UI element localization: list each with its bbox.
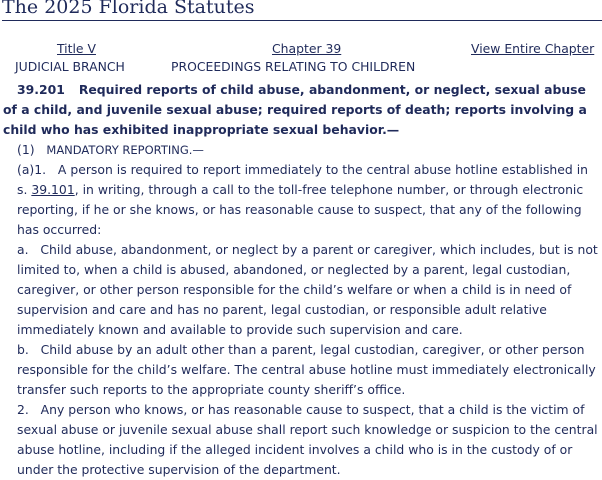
- sub-paragraph-b-text: Child abuse by an adult other than a parent, legal custodian, caregiver, or other person responsible for the child’s welfare. The central abuse hotline must immediately electronically transfer such reports to the appropriate county sheriff’s office.: [17, 342, 596, 397]
- sub-paragraph-a-text: Child abuse, abandonment, or neglect by a parent or caregiver, which includes, but is not limited to, when a child is abused, abandoned, or neglected by a parent, legal custodian, caregiver, or other person responsible for the child’s welfare or when a child is in need of supervision and care and has no parent, legal custodian, or responsible adult relative immediately known and available to provide such supervision and care.: [17, 242, 598, 337]
- chapter-name: PROCEEDINGS RELATING TO CHILDREN: [171, 59, 416, 74]
- subsection-1-label: (1): [17, 142, 35, 157]
- chapter-link[interactable]: Chapter 39: [272, 41, 342, 56]
- page-header: [2, 0, 602, 21]
- division-names: [0, 59, 602, 75]
- subparagraph-2-label: 2.: [17, 402, 29, 417]
- page-title: The 2025 Florida Statutes: [2, 0, 255, 18]
- statute-content: [3, 80, 601, 480]
- section-catchline: Required reports of child abuse, abandonment, or neglect, sexual abuse of a child, and juvenile sexual abuse; required reports of death; reports involving a child who has exhibited inappropriate sexual behavior.—: [3, 82, 587, 137]
- chapter-navigation: [0, 41, 602, 57]
- section-heading: [3, 80, 601, 140]
- section-39-101-link[interactable]: 39.101: [31, 182, 75, 197]
- title-link[interactable]: Title V: [57, 41, 96, 56]
- subsection-1: [3, 140, 601, 160]
- section-number: 39.201: [17, 82, 65, 97]
- subparagraph-2: [3, 400, 601, 480]
- paragraph-a1: [3, 160, 601, 240]
- subparagraph-2-text: Any person who knows, or has reasonable cause to suspect, that a child is the victim of sexual abuse or juvenile sexual abuse shall report such knowledge or suspicion to the central abuse hotline, including if the alleged incident involves a child who is in the custody of or under the protective supervision of the department.: [17, 402, 598, 477]
- sub-paragraph-a-label: a.: [17, 242, 29, 257]
- paragraph-a1-text: A person is required to report immediately to the central abuse hotline established in s.: [17, 162, 588, 197]
- sub-paragraph-a: [3, 240, 601, 340]
- view-entire-chapter-link[interactable]: View Entire Chapter: [471, 41, 595, 56]
- paragraph-a1-text-cont: , in writing, through a call to the toll-free telephone number, or through electronic reporting, if he or she knows, or has reasonable cause to suspect, that any of the following has occurred:: [17, 182, 584, 237]
- title-name: JUDICIAL BRANCH: [15, 59, 125, 74]
- paragraph-a1-label: (a)1.: [17, 162, 47, 177]
- sub-paragraph-b-label: b.: [17, 342, 29, 357]
- subsection-1-heading: MANDATORY REPORTING.—: [46, 143, 204, 157]
- sub-paragraph-b: [3, 340, 601, 400]
